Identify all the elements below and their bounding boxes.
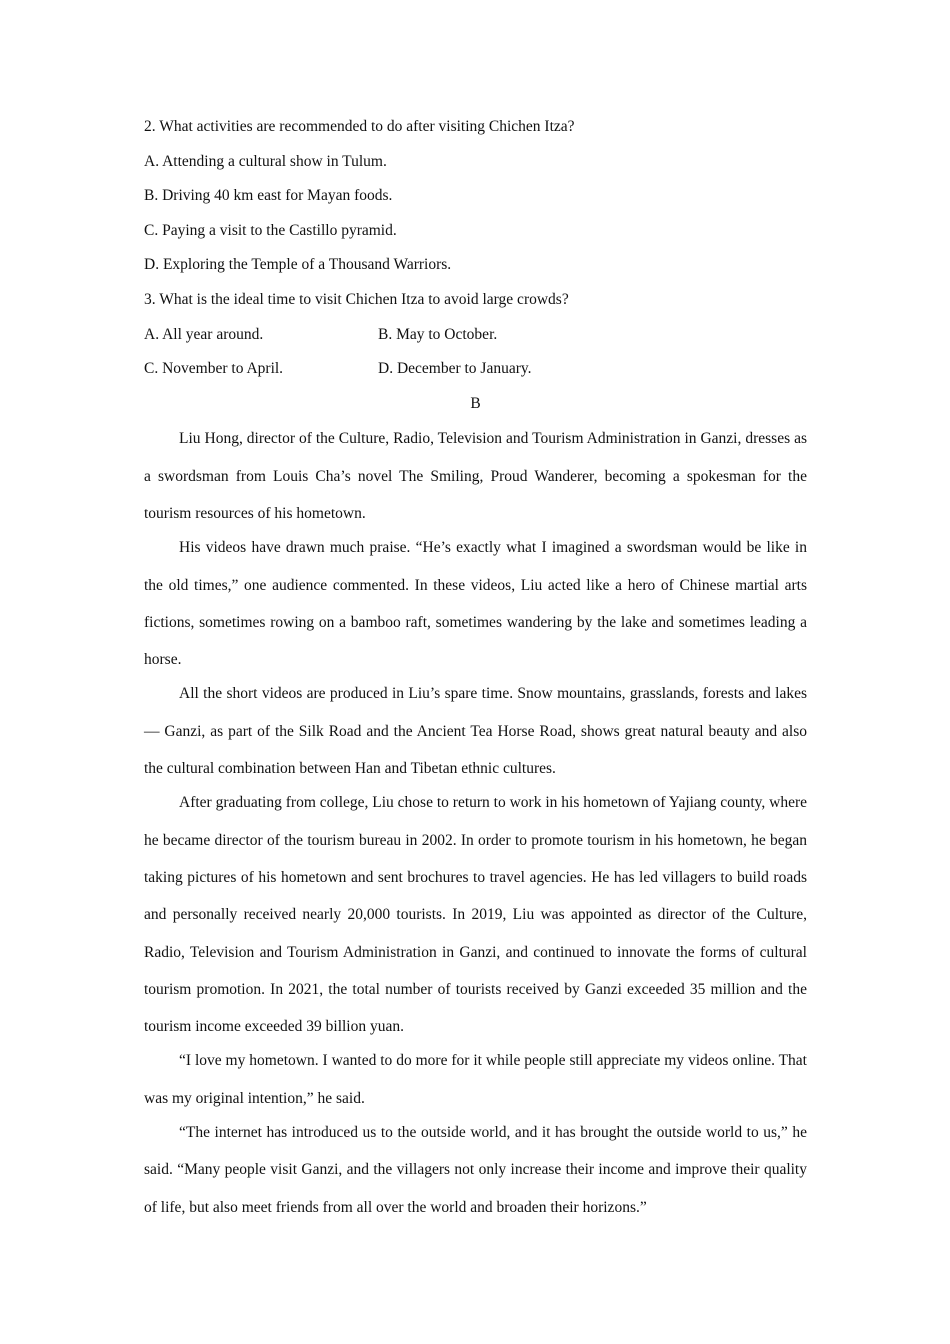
q3-option-b: B. May to October. bbox=[378, 325, 498, 343]
q3-option-a: A. All year around. bbox=[144, 325, 264, 343]
paragraph-5: “I love my hometown. I wanted to do more for it while people still appreciate my videos online. That was my original intention,” he said. bbox=[144, 1052, 807, 1107]
section-b-title: B bbox=[470, 394, 481, 412]
q3-option-d: D. December to January. bbox=[378, 360, 532, 378]
q2-option-b: B. Driving 40 km east for Mayan foods. bbox=[144, 187, 393, 205]
question-2: 2. What activities are recommended to do after visiting Chichen Itza? bbox=[144, 118, 575, 135]
paragraph-2: His videos have drawn much praise. “He’s exactly what I imagined a swordsman would be like in the old times,” one audience commented. In these videos, Liu acted like a hero of Chinese martial arts fictions, sometimes rowing on a bamboo raft, sometimes wandering by the lake and sometimes leading a horse. bbox=[144, 539, 807, 669]
q3-option-c: C. November to April. bbox=[144, 360, 284, 378]
question-3: 3. What is the ideal time to visit Chichen Itza to avoid large crowds? bbox=[144, 290, 569, 308]
q3-options-row-1 bbox=[144, 321, 807, 356]
paragraph-4: After graduating from college, Liu chose to return to work in his hometown of Yajiang county, where he became director of the tourism bureau in 2002. In order to promote tourism in his hometown, he began taking pictures of his hometown and sent brochures to travel agencies. He has led villagers to build roads and personally received nearly 20,000 tourists. In 2019, Liu was appointed as director of the Culture, Radio, Television and Tourism Administration in Ganzi, and continued to innovate the forms of cultural tourism promotion. In 2021, the total number of tourists received by Ganzi exceeded 35 million and the tourism income exceeded 39 billion yuan. bbox=[144, 794, 807, 1036]
q2-option-a: A. Attending a cultural show in Tulum. bbox=[144, 152, 387, 170]
q3-options-row-2 bbox=[144, 355, 807, 390]
q2-option-c: C. Paying a visit to the Castillo pyramid. bbox=[144, 221, 397, 239]
paragraph-3: All the short videos are produced in Liu’s spare time. Snow mountains, grasslands, forests and lakes — Ganzi, as part of the Silk Road and the Ancient Tea Horse Road, shows great natural beauty and also the cultural combination between Han and Tibetan ethnic cultures. bbox=[144, 685, 807, 778]
paragraph-6: “The internet has introduced us to the outside world, and it has brought the outside world to us,” he said. “Many people visit Ganzi, and the villagers not only increase their income and improve their quality of life, but also meet friends from all over the world and broaden their horizons.” bbox=[144, 1123, 807, 1216]
q2-option-d: D. Exploring the Temple of a Thousand Warriors. bbox=[144, 256, 452, 274]
paragraph-1: Liu Hong, director of the Culture, Radio, Television and Tourism Administration in Ganzi, dresses as a swordsman from Louis Cha’s novel The Smiling, Proud Wanderer, becoming a spokesman for the tourism resources of his hometown. bbox=[144, 430, 807, 522]
document-page bbox=[144, 113, 807, 1227]
